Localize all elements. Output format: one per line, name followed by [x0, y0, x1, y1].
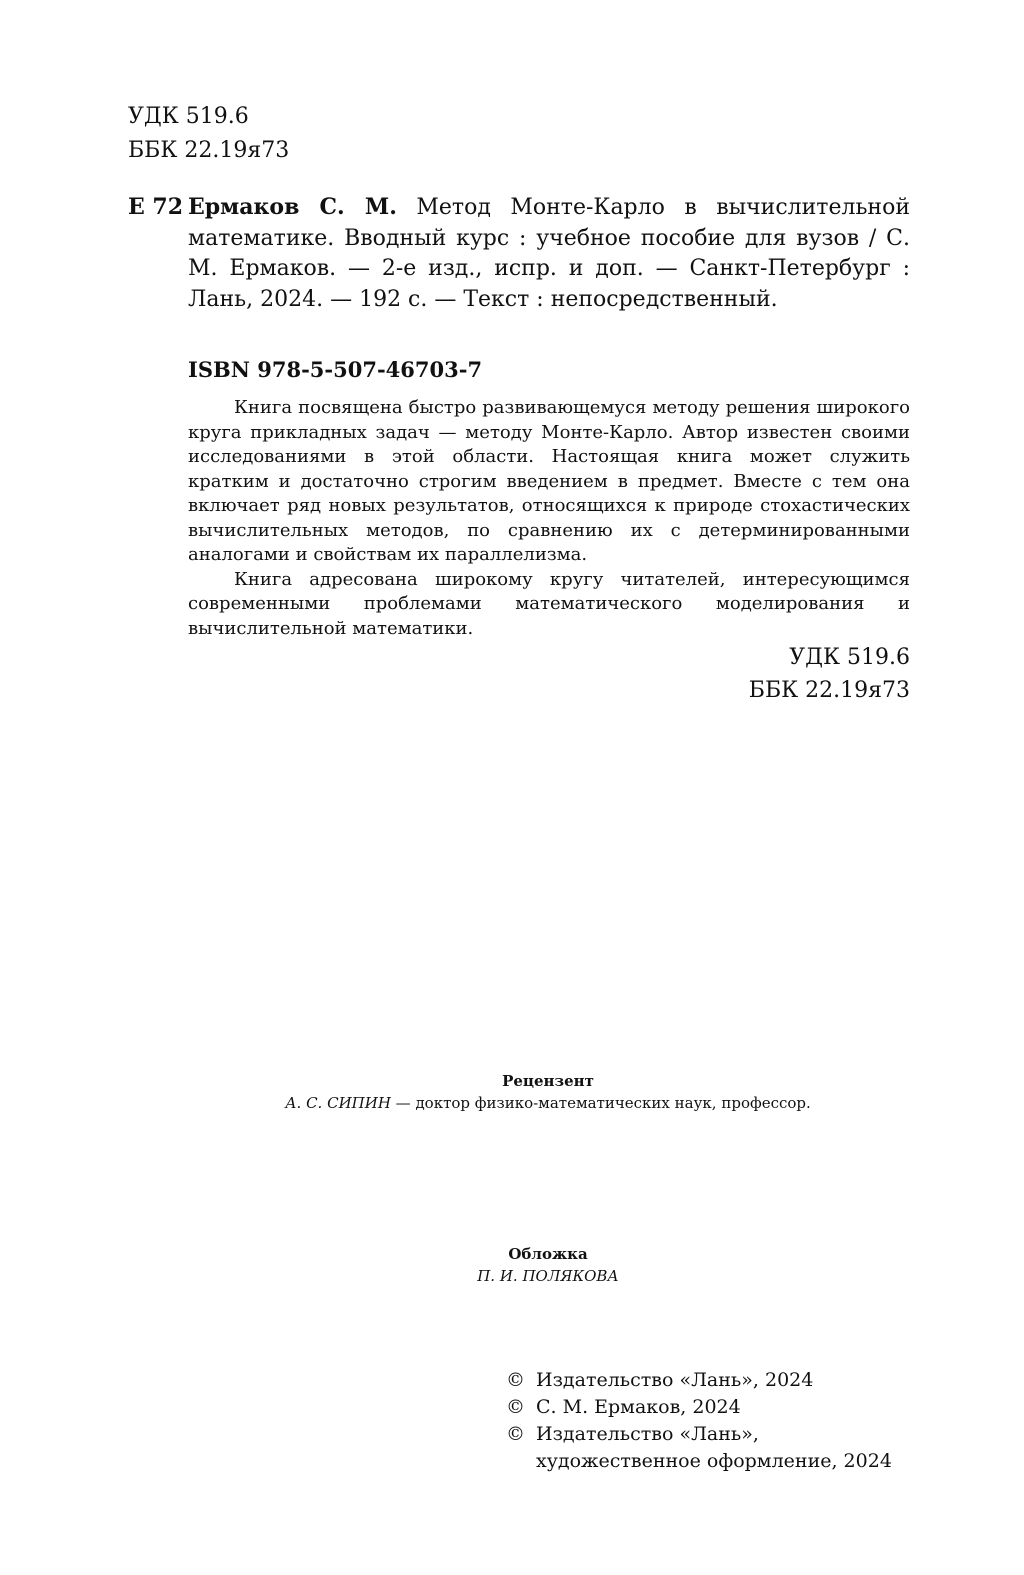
bibliographic-entry [188, 192, 910, 315]
annotation-paragraph-2: Книга адресована широкому кругу читателей, интересующимся современными проблемами математического моделирования и вычислительной математики. [188, 568, 910, 639]
copyright-line [506, 1394, 892, 1421]
reviewer-line [0, 1092, 1024, 1114]
cover-designer-block [0, 1243, 1024, 1287]
footer-bbk-code: ББК 22.19я73 [748, 678, 910, 703]
copyright-line-continuation [506, 1448, 892, 1475]
copyright-text: Издательство «Лань», [536, 1423, 759, 1445]
header-bbk-code: ББК 22.19я73 [128, 138, 290, 163]
reviewer-description: — доктор физико-математических наук, профессор. [390, 1094, 811, 1112]
copyright-icon: © [506, 1369, 525, 1391]
copyright-text: Издательство «Лань», 2024 [536, 1369, 814, 1391]
copyright-block [506, 1367, 892, 1475]
reviewer-label: Рецензент [502, 1072, 594, 1090]
author-mark-code: Е 72 [128, 194, 184, 220]
copyright-line [506, 1421, 892, 1448]
cover-designer-name: П. И. ПОЛЯКОВА [477, 1267, 619, 1285]
copyright-text: С. М. Ермаков, 2024 [536, 1396, 741, 1418]
header-udk-code: УДК 519.6 [128, 104, 249, 129]
footer-udk-code: УДК 519.6 [789, 645, 910, 670]
footer-classification-codes [600, 641, 910, 707]
annotation-paragraph-1: Книга посвящена быстро развивающемуся методу решения широкого круга прикладных задач — методу Монте-Карло. Автор известен своими исследованиями в этой области. Настоящая книга может служить кратким и достаточно строгим введением в предмет. Вместе с тем она включает ряд новых результатов, относящихся к природе стохастических вычислительных методов, по сравнению их с детерминированными аналогами и свойствам их параллелизма. [188, 397, 910, 565]
copyright-icon: © [506, 1396, 525, 1418]
cover-label: Обложка [508, 1245, 588, 1263]
entry-description: Метод Монте-Карло в вычислительной математике. Вводный курс : учебное пособие для вузов / С. М. Ермаков. — 2-е изд., испр. и доп. — Санкт-Петербург : Лань, 2024. — 192 с. — Текст : непосредственный. [188, 195, 911, 312]
reviewer-block [0, 1070, 1024, 1114]
annotation [188, 396, 910, 641]
copyright-line [506, 1367, 892, 1394]
header-classification-codes [128, 100, 289, 168]
reviewer-name: А. С. СИПИН [285, 1094, 391, 1112]
copyright-text: художественное оформление, 2024 [536, 1450, 892, 1472]
isbn-number: ISBN 978-5-507-46703-7 [188, 357, 483, 382]
copyright-icon: © [506, 1423, 525, 1445]
entry-author: Ермаков С. М. [188, 194, 397, 220]
